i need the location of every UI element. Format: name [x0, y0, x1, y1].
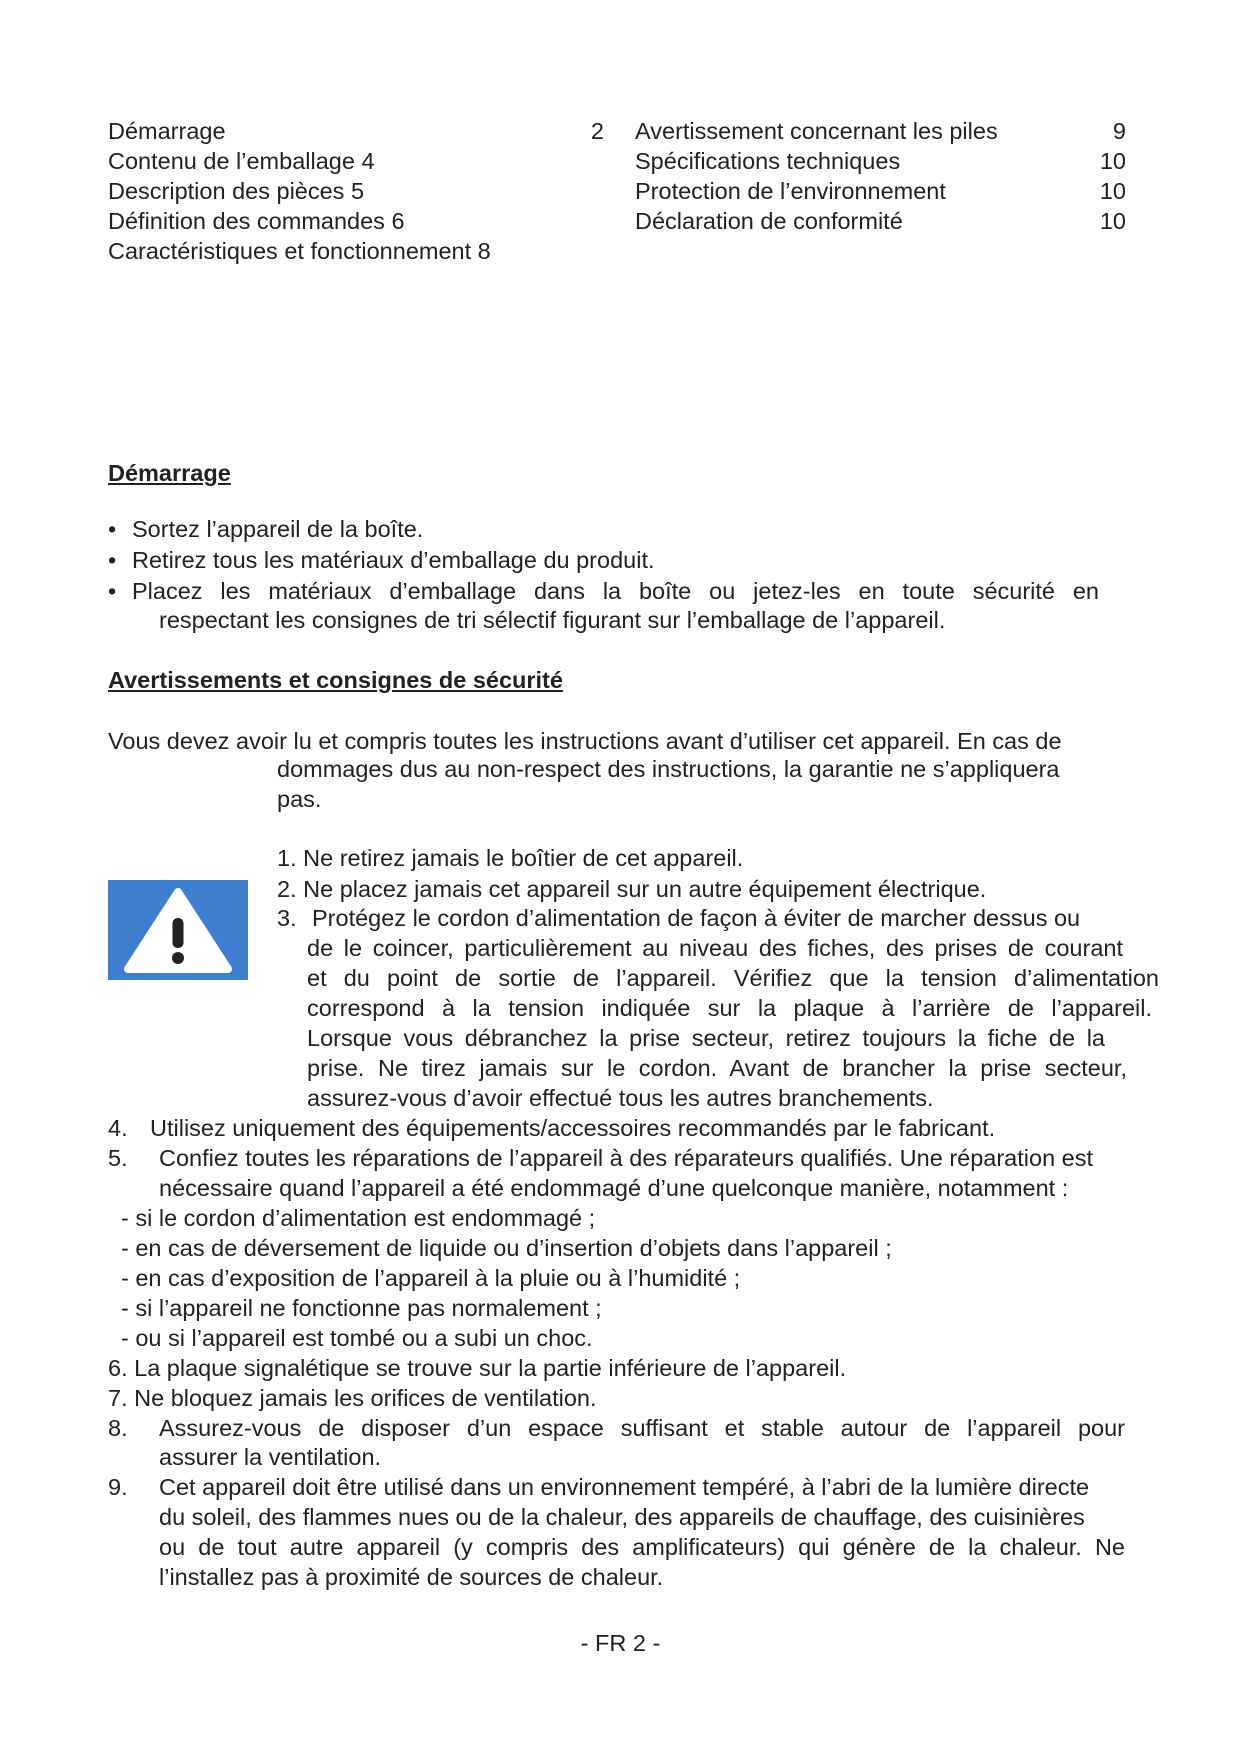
safety-item-line: assurer la ventilation.: [159, 1444, 382, 1470]
safety-item-line: et du point de sortie de l’appareil. Vérifiez que la tension d’alimentation: [307, 965, 1159, 991]
toc-page-number: 9: [1112, 118, 1126, 144]
safety-item-line: l’installez pas à proximité de sources de chaleur.: [159, 1564, 664, 1590]
safety-item-line: du soleil, des flammes nues ou de la chaleur, des appareils de chauffage, des cuisinières: [159, 1504, 1085, 1530]
safety-item-number: 4.: [108, 1115, 128, 1141]
list-item-continuation: respectant les consignes de tri sélectif figurant sur l’emballage de l’appareil.: [159, 607, 946, 633]
safety-item: Cet appareil doit être utilisé dans un environnement tempéré, à l’abri de la lumière directe: [159, 1474, 1090, 1500]
toc-page-number: 10: [1099, 178, 1126, 204]
bullet-icon: •: [108, 516, 117, 542]
safety-item-line: de le coincer, particulièrement au niveau des fiches, des prises de courant: [307, 935, 1123, 961]
section-heading-safety: Avertissements et consignes de sécurité: [108, 667, 563, 693]
toc-entry: Avertissement concernant les piles: [635, 118, 998, 144]
intro-text: dommages dus au non-respect des instructions, la garantie ne s’appliquera: [277, 756, 1060, 782]
dash-item: - si l’appareil ne fonctionne pas normalement ;: [121, 1295, 602, 1321]
safety-item: 1. Ne retirez jamais le boîtier de cet appareil.: [277, 845, 744, 871]
dash-item: - en cas d’exposition de l’appareil à la pluie ou à l’humidité ;: [121, 1265, 741, 1291]
toc-page-number: 10: [1099, 208, 1126, 234]
safety-item: Utilisez uniquement des équipements/accessoires recommandés par le fabricant.: [150, 1115, 996, 1141]
toc-entry: Description des pièces 5: [108, 178, 365, 204]
toc-entry: Spécifications techniques: [635, 148, 901, 174]
bullet-icon: •: [108, 547, 117, 573]
safety-item-number: 9.: [108, 1474, 128, 1500]
dash-item: - en cas de déversement de liquide ou d’insertion d’objets dans l’appareil ;: [121, 1235, 892, 1261]
safety-item-line: assurez-vous d’avoir effectué tous les autres branchements.: [307, 1085, 934, 1111]
safety-item: Assurez-vous de disposer d’un espace suffisant et stable autour de l’appareil pour: [159, 1415, 1125, 1441]
safety-item-line: prise. Ne tirez jamais sur le cordon. Avant de brancher la prise secteur,: [307, 1055, 1127, 1081]
safety-item-line: ou de tout autre appareil (y compris des amplificateurs) qui génère de la chaleur. Ne: [159, 1534, 1125, 1560]
toc-entry: Définition des commandes 6: [108, 208, 405, 234]
safety-item: Protégez le cordon d’alimentation de façon à éviter de marcher dessus ou: [312, 905, 1081, 931]
list-item: Retirez tous les matériaux d’emballage du produit.: [132, 547, 655, 573]
dash-item: - ou si l’appareil est tombé ou a subi un choc.: [121, 1325, 593, 1351]
warning-triangle-icon: [108, 880, 248, 980]
safety-item: Confiez toutes les réparations de l’appareil à des réparateurs qualifiés. Une réparation est: [159, 1145, 1094, 1171]
toc-page-number: 10: [1099, 148, 1126, 174]
toc-entry: Démarrage: [108, 118, 226, 144]
safety-item-number: 8.: [108, 1415, 128, 1441]
safety-item-number: 5.: [108, 1145, 128, 1171]
list-item: Placez les matériaux d’emballage dans la boîte ou jetez-les en toute sécurité en: [132, 578, 1099, 604]
safety-item-line: nécessaire quand l’appareil a été endommagé d’une quelconque manière, notamment :: [159, 1175, 1069, 1201]
page-number: - FR 2 -: [580, 1630, 661, 1656]
intro-text: Vous devez avoir lu et compris toutes les instructions avant d’utiliser cet appareil. En cas de: [108, 728, 1062, 754]
section-heading-demarrage: Démarrage: [108, 460, 231, 486]
safety-item: 6. La plaque signalétique se trouve sur la partie inférieure de l’appareil.: [108, 1355, 847, 1381]
dash-item: - si le cordon d’alimentation est endommagé ;: [121, 1205, 596, 1231]
warning-icon-box: [108, 880, 248, 980]
safety-item: 2. Ne placez jamais cet appareil sur un autre équipement électrique.: [277, 876, 987, 902]
list-item: Sortez l’appareil de la boîte.: [132, 516, 424, 542]
safety-item-number: 3.: [277, 905, 297, 931]
safety-item-line: correspond à la tension indiquée sur la plaque à l’arrière de l’appareil.: [307, 995, 1152, 1021]
intro-text: pas.: [277, 786, 322, 812]
toc-entry: Caractéristiques et fonctionnement 8: [108, 238, 491, 264]
safety-item: 7. Ne bloquez jamais les orifices de ventilation.: [108, 1385, 597, 1411]
toc-entry: Contenu de l’emballage 4: [108, 148, 375, 174]
toc-entry: Déclaration de conformité: [635, 208, 903, 234]
toc-page-number: 2: [590, 118, 604, 144]
toc-entry: Protection de l’environnement: [635, 178, 946, 204]
bullet-icon: •: [108, 578, 117, 604]
safety-item-line: Lorsque vous débranchez la prise secteur, retirez toujours la fiche de la: [307, 1025, 1105, 1051]
